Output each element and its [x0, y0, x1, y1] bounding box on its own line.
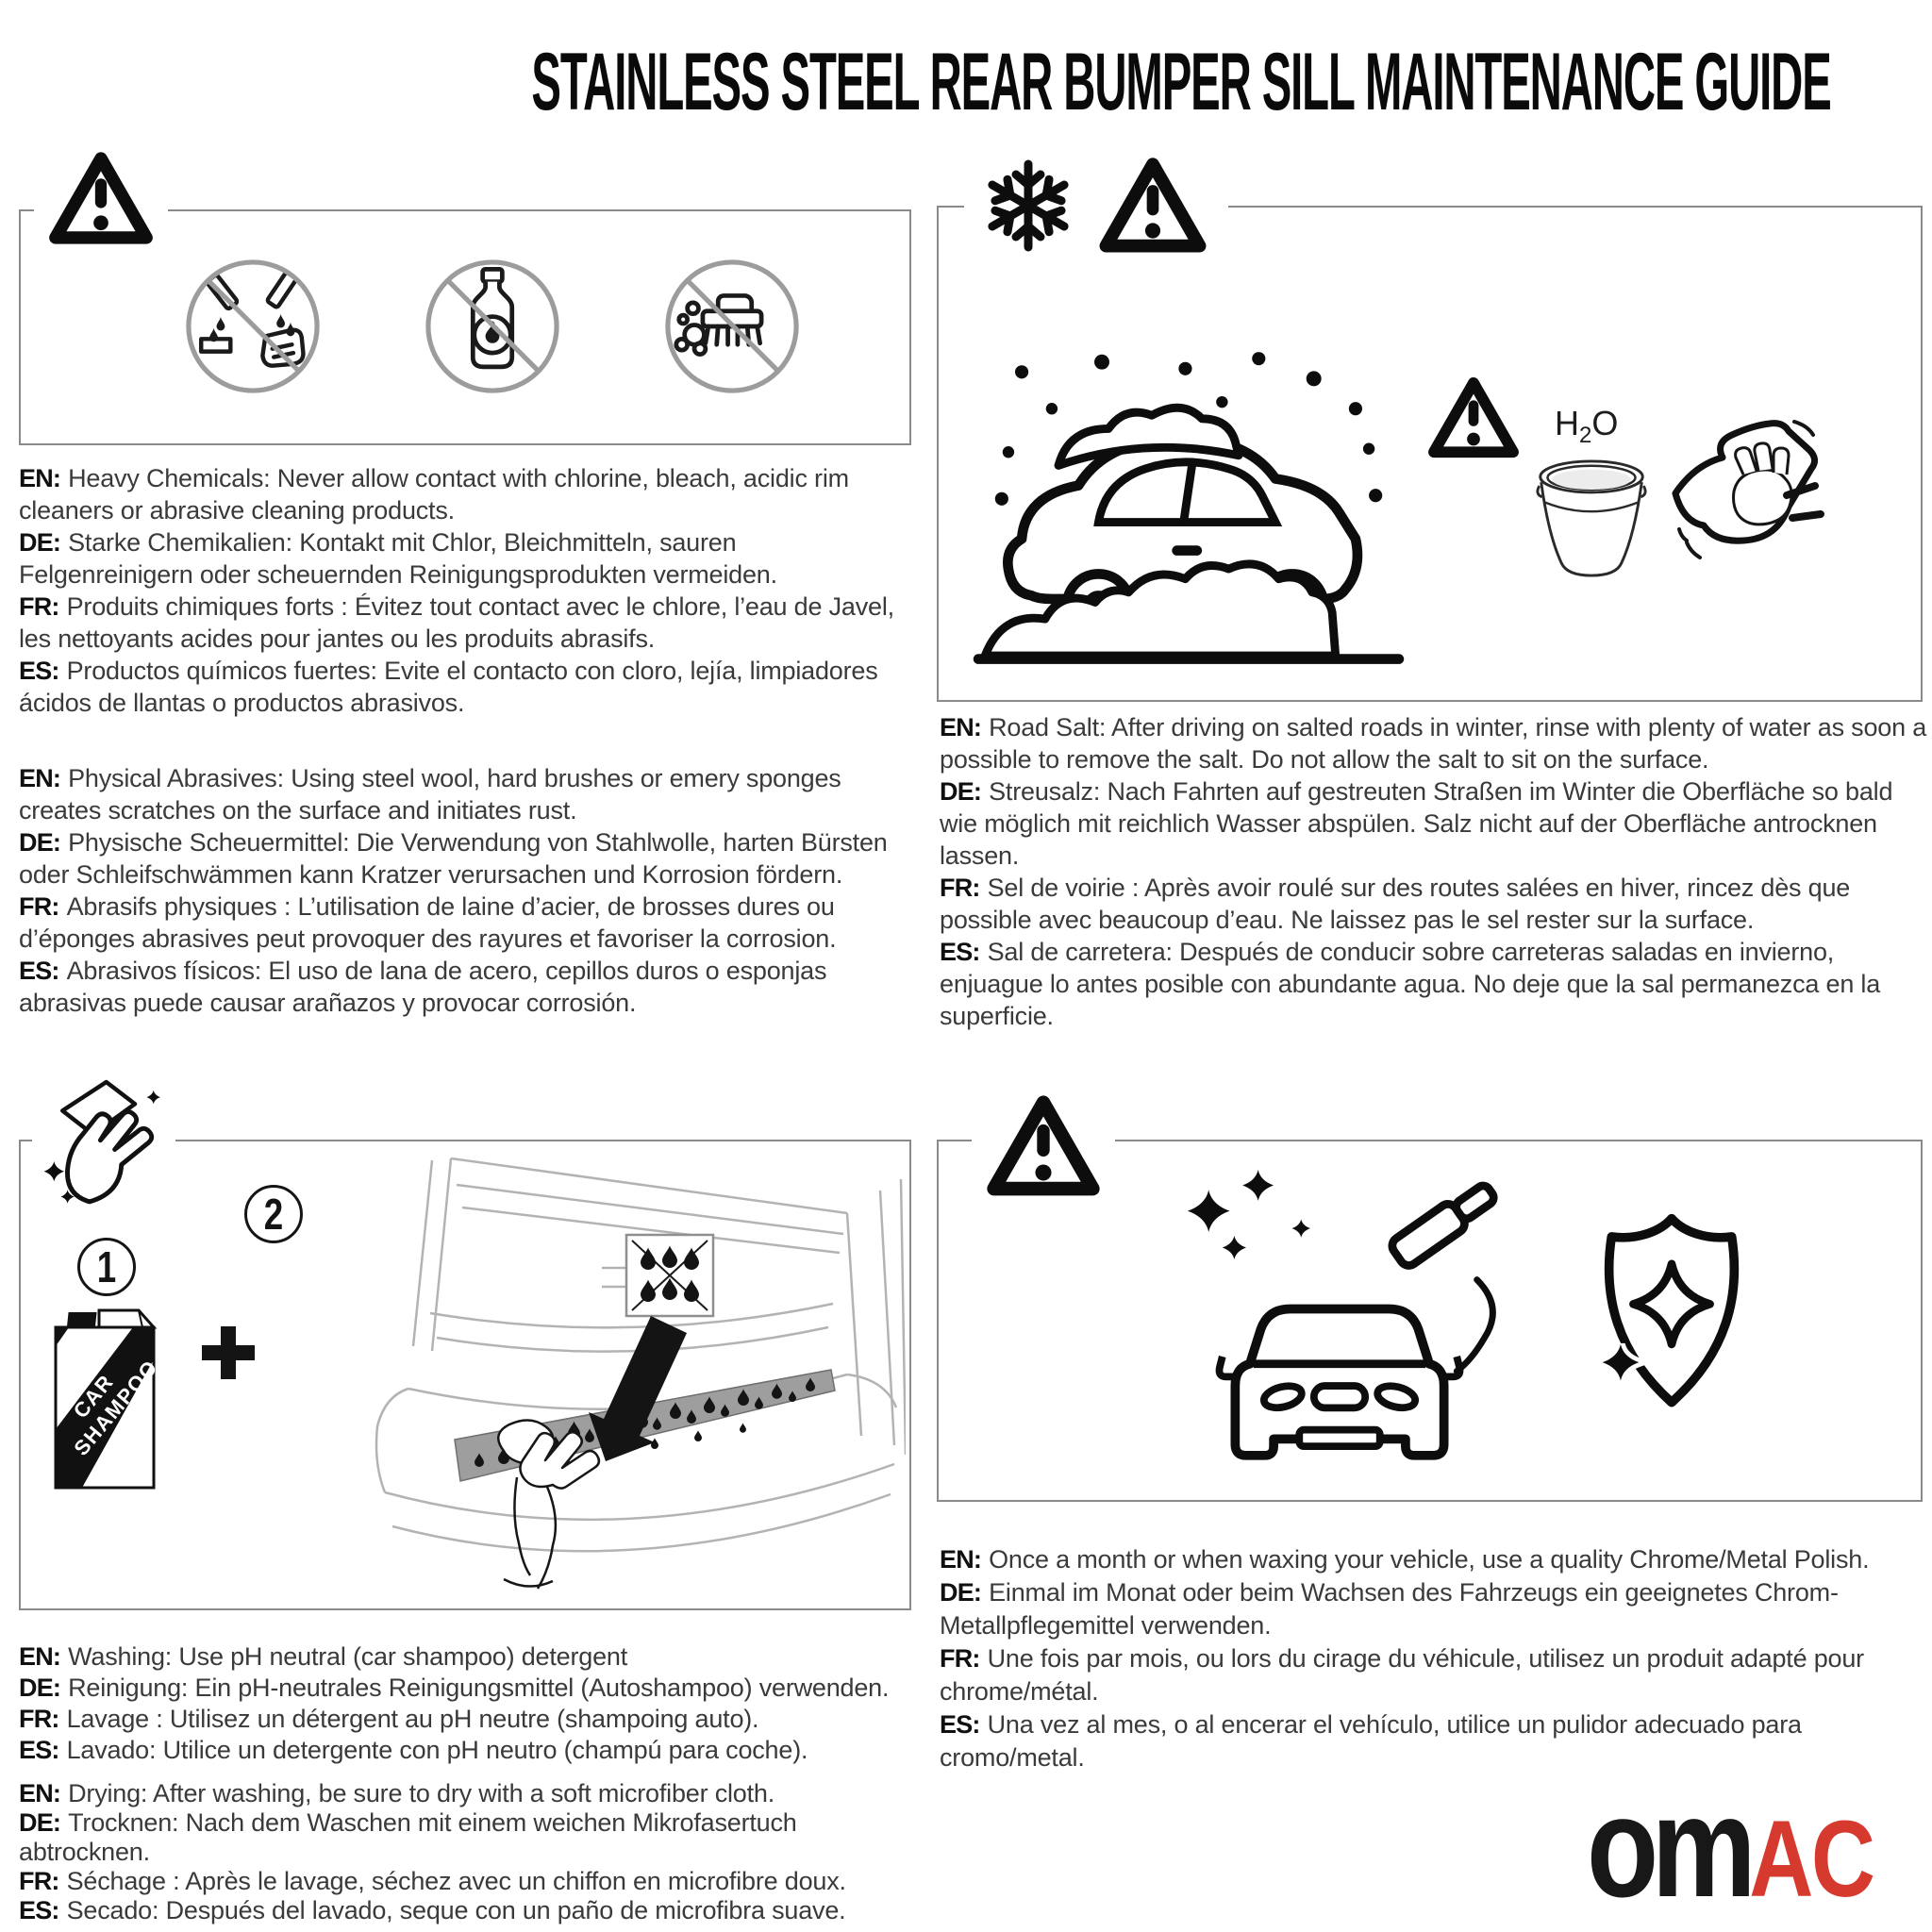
- text-line: EN: Road Salt: After driving on salted roads in winter, rinse with plenty of water as soon a possible to remove the salt. Do not allow the salt to sit on the surface.: [940, 713, 1927, 774]
- heavy-chemicals-text: [19, 462, 917, 719]
- text-line: FR: Produits chimiques forts : Évitez tout contact avec le chlore, l’eau de Javel, les nettoyants acides pour jantes ou les produits abrasifs.: [19, 592, 894, 653]
- polish-warning-badge: [972, 1066, 1115, 1226]
- warning-triangle-icon: [985, 1093, 1102, 1199]
- glove-sparkle-icon: [41, 1074, 167, 1217]
- washing-glove-badge: [32, 1062, 175, 1228]
- car-polisher-icon: [1170, 1170, 1509, 1481]
- step-1-circle: [76, 1237, 137, 1297]
- polish-text: [940, 1543, 1930, 1774]
- warning-triangle-icon: [48, 150, 154, 247]
- road-salt-warning-badge: [964, 132, 1228, 279]
- drying-text: [19, 1779, 917, 1925]
- text-line: DE: Einmal im Monat oder beim Wachsen des Fahrzeugs ein geeignetes Chrom-Metallpflegemittel verwenden.: [940, 1578, 1839, 1640]
- rear-bumper-illustration: [319, 1153, 906, 1604]
- physical-abrasives-text: [19, 762, 917, 1019]
- text-line: FR: Lavage : Utilisez un détergent au pH neutre (shampoing auto).: [19, 1705, 759, 1733]
- no-flammable-cleaner-icon: [423, 257, 562, 396]
- road-salt-text: [940, 711, 1930, 1032]
- logo-red-letters: AC: [1749, 1799, 1874, 1920]
- h2o-label: $H_2O$: [1555, 404, 1619, 449]
- washing-text: [19, 1641, 917, 1766]
- text-line: FR: Abrasifs physiques : L’utilisation de laine d’acier, de brosses dures ou d’éponges abrasives peut provoquer des rayures et favoriser la corrosion.: [19, 892, 837, 953]
- arrow-down-icon: [589, 1316, 687, 1461]
- snowflake-icon: [981, 157, 1075, 255]
- text-line: FR: Sel de voirie : Après avoir roulé sur des routes salées en hiver, rincez dès que possible avec beaucoup d’eau. Ne laissez pas le sel rester sur la surface.: [940, 874, 1851, 934]
- car-in-snow-icon: [972, 351, 1406, 687]
- text-line: DE: Trocknen: Nach dem Waschen mit einem weichen Mikrofasertuch abtrocknen.: [19, 1808, 797, 1866]
- text-line: EN: Heavy Chemicals: Never allow contact with chlorine, bleach, acidic rim cleaners or abrasive cleaning products.: [19, 464, 849, 525]
- warning-triangle-icon-small: [1426, 375, 1521, 460]
- text-line: DE: Physische Scheuermittel: Die Verwendung von Stahlwolle, harten Bürsten oder Schleifschwämmen kann Kratzer verursachen und Korrosion fördern.: [19, 828, 888, 889]
- text-line: ES: Sal de carretera: Después de conducir sobre carreteras saladas en invierno, enjuague lo antes posible con abundante agua. No deje que la sal permanezca en la superficie.: [940, 938, 1881, 1030]
- car-shampoo-jug: [50, 1307, 159, 1494]
- text-line: EN: Physical Abrasives: Using steel wool, hard brushes or emery sponges creates scratches on the surface and initiates rust.: [19, 764, 841, 824]
- warning-triangle-icon: [1094, 156, 1211, 256]
- text-line: DE: Starke Chemikalien: Kontakt mit Chlor, Bleichmitteln, sauren Felgenreinigern oder scheuernden Reinigungsprodukten vermeiden.: [19, 528, 777, 589]
- text-line: DE: Reinigung: Ein pH-neutrales Reinigungsmittel (Autoshampoo) verwenden.: [19, 1674, 890, 1702]
- text-line: ES: Lavado: Utilice un detergente con pH neutro (champú para coche).: [19, 1736, 808, 1764]
- shield-sparkle-icon: [1577, 1209, 1766, 1419]
- text-line: EN: Once a month or when waxing your vehicle, use a quality Chrome/Metal Polish.: [940, 1545, 1870, 1574]
- water-bucket-icon: [1532, 449, 1651, 587]
- step-2-circle: [243, 1184, 304, 1244]
- svg-text:2: 2: [263, 1190, 284, 1239]
- text-line: ES: Productos químicos fuertes: Evite el contacto con cloro, lejía, limpiadores ácidos de llantas o productos abrasivos.: [19, 657, 878, 717]
- text-line: ES: Una vez al mes, o al encerar el vehículo, utilice un pulidor adecuado para cromo/metal.: [940, 1710, 1802, 1772]
- text-line: ES: Abrasivos físicos: El uso de lana de acero, cepillos duros o esponjas abrasivas puede causar arañazos y provocar corrosión.: [19, 957, 827, 1017]
- logo-black-letters: om: [1587, 1767, 1750, 1927]
- text-line: DE: Streusalz: Nach Fahrten auf gestreuten Straßen im Winter die Oberfläche so bald wie möglich mit reichlich Wasser abspülen. Salz nicht auf der Oberfläche antrocknen lassen.: [940, 777, 1893, 870]
- plus-icon: [202, 1326, 255, 1379]
- omac-logo: [1587, 1767, 1874, 1932]
- text-line: EN: Drying: After washing, be sure to dry with a soft microfiber cloth.: [19, 1779, 775, 1807]
- wiping-cloth-hand-icon: [1653, 400, 1832, 581]
- no-hard-brush-icon: [662, 257, 802, 396]
- heavy-chemicals-warning-badge: [34, 132, 168, 264]
- text-line: ES: Secado: Después del lavado, seque con un paño de microfibra suave.: [19, 1896, 846, 1924]
- svg-text:1: 1: [96, 1242, 117, 1291]
- no-corrosive-chemicals-icon: [183, 257, 323, 396]
- page-title: STAINLESS STEEL REAR BUMPER SILL MAINTENANCE GUIDE: [531, 37, 1831, 127]
- text-line: EN: Washing: Use pH neutral (car shampoo) detergent: [19, 1642, 628, 1671]
- no-water-spots-icon: [626, 1235, 713, 1316]
- text-line: FR: Une fois par mois, ou lors du cirage du véhicule, utilisez un produit adapté pour chrome/métal.: [940, 1644, 1864, 1706]
- text-line: FR: Séchage : Après le lavage, séchez avec un chiffon en microfibre doux.: [19, 1867, 846, 1895]
